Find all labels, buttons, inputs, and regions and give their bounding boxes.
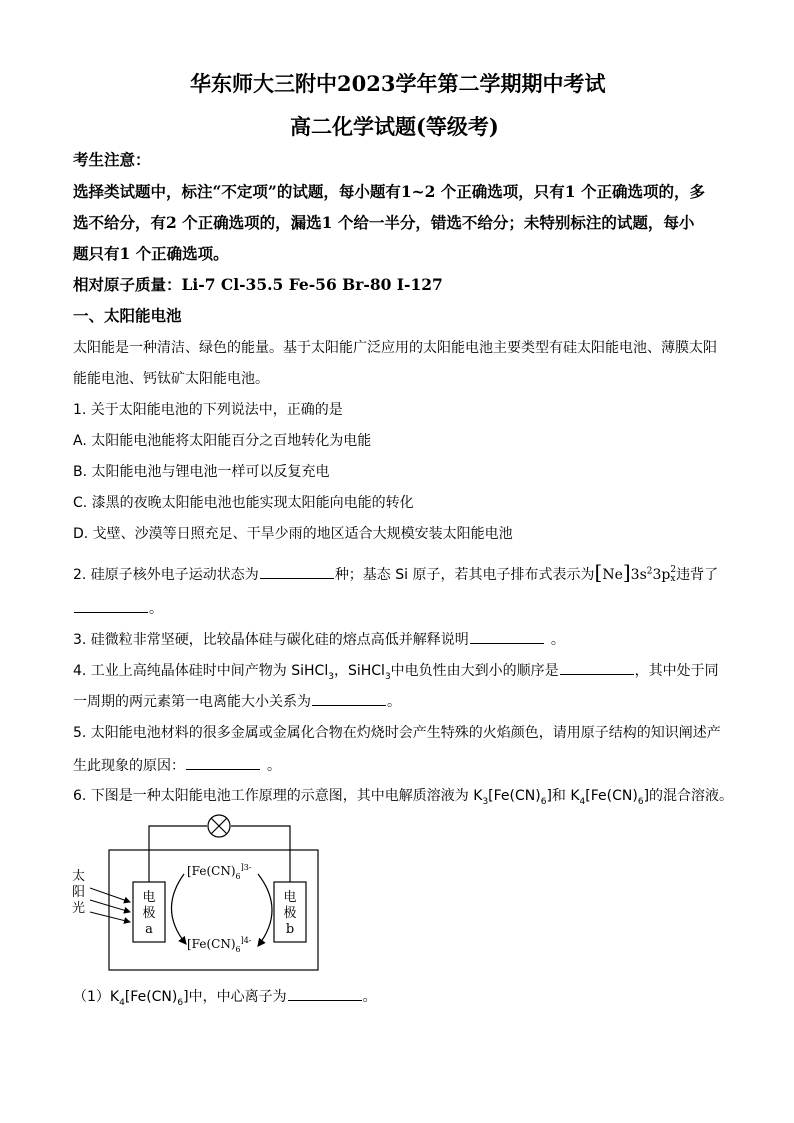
sunlight-label: 光	[72, 901, 86, 916]
section-title: 一、太阳能电池	[73, 306, 182, 325]
notice-heading: 考生注意：	[73, 150, 151, 169]
sunlight-arrow	[90, 900, 130, 912]
question-1-option-a[interactable]: A. 太阳能电池能将太阳能百分之百地转化为电能	[73, 433, 372, 449]
exam-title: 华东师大三附中2023学年第二学期期中考试	[190, 71, 606, 96]
q6-text-e: ]的混合溶液。	[643, 788, 734, 804]
sunlight-label: 太	[72, 869, 86, 884]
question-4-text-e: 一周期的两元素第一电离能大小关系为	[73, 694, 311, 710]
question-4-text-c: 中电负性由大到小的顺序是	[390, 663, 559, 679]
electrode-a-label: 极	[142, 906, 156, 921]
question-1-option-c[interactable]: C. 漆黑的夜晚太阳能电池也能实现太阳能向电能的转化	[73, 495, 414, 511]
subscript: 6	[540, 796, 547, 807]
subscript: 6	[177, 997, 184, 1008]
question-2-part-1: 2. 硅原子核外电子运动状态为	[73, 567, 259, 583]
atomic-masses: 相对原子质量：Li-7 Cl-35.5 Fe-56 Br-80 I-127	[73, 275, 443, 294]
q6-text-d: [Fe(CN)	[585, 788, 638, 804]
notice-line-2: 选不给分，有2 个正确选项的，漏选1 个给一半分，错选不给分；未特别标注的试题，每小	[73, 213, 695, 232]
subscript: 4	[119, 997, 125, 1008]
question-3	[73, 631, 565, 647]
q6-text-b: [Fe(CN)	[488, 788, 541, 804]
question-5-line-2	[73, 757, 281, 773]
answer-blank[interactable]	[288, 988, 362, 1001]
q6-1-text-c: ]中，中心离子为	[183, 989, 287, 1005]
question-3-text: 3. 硅微粒非常坚硬，比较晶体硅与碳化硅的熔点高低并解释说明	[73, 632, 469, 648]
question-1-stem: 1. 关于太阳能电池的下列说法中，正确的是	[73, 402, 343, 418]
question-5-line-1: 5. 太阳能电池材料的很多金属或金属化合物在灼烧时会产生特殊的火焰颜色，请用原子结构的知识阐述产	[73, 725, 721, 741]
question-2-line-2	[73, 600, 163, 616]
answer-blank[interactable]	[186, 757, 260, 770]
exam-subtitle: 高二化学试题(等级考)	[290, 114, 499, 139]
electrode-b-label: 电	[283, 890, 297, 905]
intro-line-1: 太阳能是一种清洁、绿色的能量。基于太阳能广泛应用的太阳能电池主要类型有硅太阳能电池、薄膜太阳	[73, 340, 717, 356]
subscript: 4	[579, 796, 586, 807]
q6-text-a: 6. 下图是一种太阳能电池工作原理的示意图，其中电解质溶液为 K	[73, 788, 483, 804]
question-1-option-d[interactable]: D. 戈壁、沙漠等日照充足、干旱少雨的地区适合大规模安装太阳能电池	[73, 526, 513, 542]
question-4-line-1	[73, 662, 719, 682]
electrode-b-label: 极	[283, 906, 297, 921]
period: 。	[149, 601, 163, 617]
question-6-sub-1	[73, 988, 377, 1008]
answer-blank[interactable]	[260, 566, 334, 579]
intro-line-2: 能能电池、钙钛矿太阳能电池。	[73, 371, 269, 387]
answer-blank[interactable]	[74, 600, 148, 613]
electrode-a-label: 电	[142, 890, 156, 905]
question-1-option-b[interactable]: B. 太阳能电池与锂电池一样可以反复充电	[73, 464, 330, 480]
lamp-icon	[208, 815, 230, 837]
question-2-line-1	[73, 562, 718, 584]
ion-bottom-label: [$Fe(CN)_6^{]4-}$	[187, 936, 252, 954]
q6-1-text-a: （1）K	[73, 989, 120, 1005]
question-5-text: 生此现象的原因：	[73, 758, 185, 774]
solar-cell-diagram	[62, 812, 402, 982]
question-4-line-2	[73, 693, 401, 709]
subscript: 6	[637, 796, 644, 807]
question-2-part-3: 违背了	[676, 567, 719, 583]
notice-line-1: 选择类试题中，标注“不定项”的试题，每小题有1~2 个正确选项，只有1 个正确选项的，多	[73, 182, 705, 201]
sunlight-label: 阳	[72, 885, 86, 900]
electron-config: $[Ne]3s^23p$ 2 x	[594, 560, 677, 584]
cycle-arrow-left	[171, 874, 186, 944]
electrode-b-label: b	[285, 922, 295, 937]
answer-blank[interactable]	[470, 631, 544, 644]
q6-text-c: ]和 K	[546, 788, 580, 804]
sunlight-arrow	[90, 912, 130, 922]
ion-top-label: [$Fe(CN)_6^{]3-}$	[187, 863, 252, 881]
sunlight-arrow	[90, 888, 130, 902]
cycle-arrow-right	[258, 874, 272, 946]
question-4-text-b: ，SiHCl	[333, 663, 385, 679]
question-4-text-d: ，其中处于同	[634, 663, 719, 679]
q6-1-text-b: [Fe(CN)	[124, 989, 178, 1005]
subscript: 3	[328, 671, 334, 682]
answer-blank[interactable]	[560, 662, 634, 675]
answer-blank[interactable]	[312, 693, 386, 706]
notice-line-3: 题只有1 个正确选项。	[73, 244, 229, 263]
period: 。	[387, 694, 401, 710]
period: 。	[267, 758, 281, 774]
period: 。	[550, 632, 565, 648]
period: 。	[362, 989, 377, 1005]
question-6-stem	[73, 789, 733, 807]
electrode-a-label: a	[145, 922, 153, 937]
subscript: 3	[482, 796, 489, 807]
question-4-text-a: 4. 工业上高纯晶体硅时中间产物为 SiHCl	[73, 663, 329, 679]
question-2-part-2: 种；基态 Si 原子，若其电子排布式表示为	[334, 567, 595, 583]
subscript: 3	[384, 671, 391, 682]
